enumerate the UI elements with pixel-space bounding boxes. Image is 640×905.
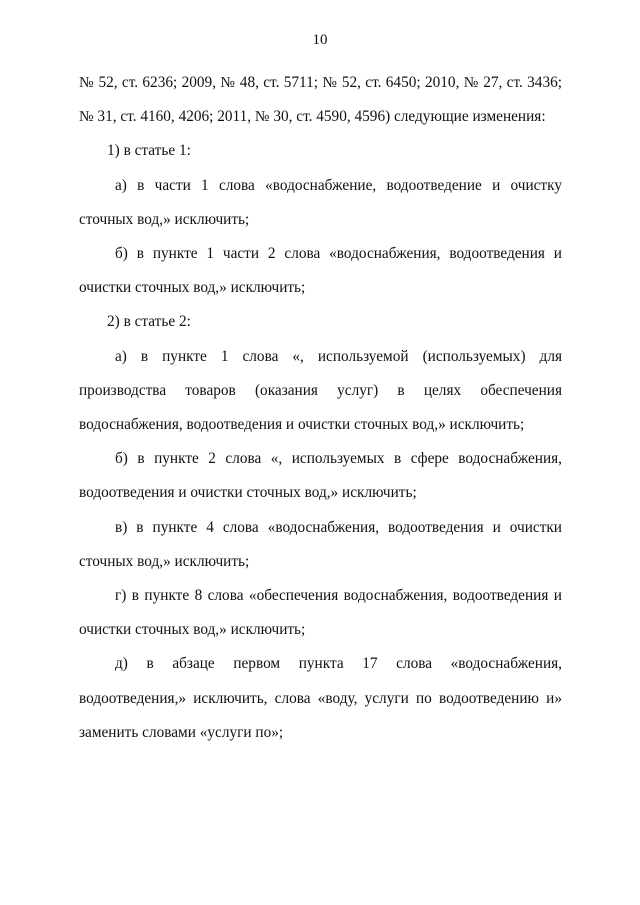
paragraph-2g: г) в пункте 8 слова «обеспечения водоснабжения, водоотведения и очистки сточных вод,» исключить; xyxy=(79,587,562,639)
page-number: 10 xyxy=(312,32,328,48)
paragraph-article-1: 1) в статье 1: xyxy=(107,142,191,160)
paragraph-continuation: № 52, ст. 6236; 2009, № 48, ст. 5711; № 52, ст. 6450; 2010, № 27, ст. 3436; № 31, ст. 4160, 4206; 2011, № 30, ст. 4590, 4596) следующие изменения: xyxy=(79,74,562,126)
paragraph-2d: д) в абзаце первом пункта 17 слова «водоснабжения, водоотведения,» исключить, слова «воду, услуги по водоотведению и» заменить словами «услуги по»; xyxy=(79,655,562,741)
document-body xyxy=(79,66,562,750)
paragraph-2b: б) в пункте 2 слова «, используемых в сфере водоснабжения, водоотведения и очистки сточных вод,» исключить; xyxy=(79,450,562,502)
paragraph-2a: а) в пункте 1 слова «, используемой (используемых) для производства товаров (оказания услуг) в целях обеспечения водоснабжения, водоотведения и очистки сточных вод,» исключить; xyxy=(79,347,562,434)
paragraph-1a: а) в части 1 слова «водоснабжение, водоотведение и очистку сточных вод,» исключить; xyxy=(79,176,562,228)
paragraph-article-2: 2) в статье 2: xyxy=(107,313,191,331)
paragraph-2v: в) в пункте 4 слова «водоснабжения, водоотведения и очистки сточных вод,» исключить; xyxy=(79,518,562,570)
paragraph-1b: б) в пункте 1 части 2 слова «водоснабжения, водоотведения и очистки сточных вод,» исключить; xyxy=(79,245,562,297)
